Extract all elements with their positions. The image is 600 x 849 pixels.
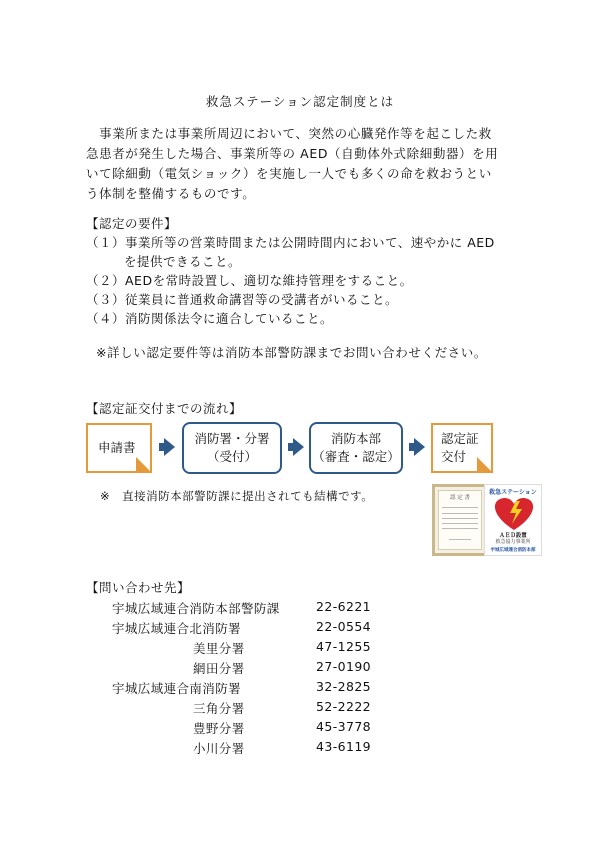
certificate-text-line	[442, 513, 478, 514]
rescue-station-badge-image	[484, 484, 542, 556]
page-fold-icon	[477, 457, 493, 473]
requirement-item-4: （４）消防関係法令に適合していること。	[86, 311, 334, 326]
certificate-title: 認 定 書	[450, 495, 470, 501]
contact-name: 豊野分署	[193, 721, 245, 736]
certificate-text-line	[442, 507, 478, 508]
intro-line: 事業所または事業所周辺において、突然の心臓発作等を起こした救	[86, 126, 492, 141]
contact-name: 宇城広域連合消防本部警防課	[112, 601, 280, 616]
flow-step-fire-station-line2: （受付）	[206, 449, 257, 464]
contacts-heading: 【問い合わせ先】	[86, 580, 191, 595]
contact-tel: 32-2825	[316, 679, 372, 694]
flow-step-headquarters-line1: 消防本部	[330, 431, 381, 446]
flow-step-headquarters	[309, 422, 403, 474]
contact-name: 宇城広域連合北消防署	[112, 621, 242, 636]
contact-name: 美里分署	[193, 641, 245, 656]
page-fold-icon	[136, 457, 152, 473]
contact-name: 宇城広域連合南消防署	[112, 681, 242, 696]
requirements-heading: 【認定の要件】	[86, 216, 178, 231]
flow-subnote: ※ 直接消防本部警防課に提出されても結構です。	[100, 489, 374, 503]
badge-title: 救急ステーション	[489, 489, 537, 496]
flow-step-certificate-line2: 交付	[441, 449, 467, 464]
arrow-right-icon	[293, 438, 304, 456]
flow-step-application-label: 申請書	[98, 440, 136, 455]
intro-line: 急患者が発生した場合、事業所等の AED（自動体外式除細動器）を用	[86, 146, 499, 161]
flow-step-fire-station	[182, 422, 282, 474]
page-title: 救急ステーション認定制度とは	[205, 94, 395, 109]
certificate-image	[432, 484, 488, 556]
contact-tel: 22-0554	[316, 619, 372, 634]
certificate-text-line	[442, 523, 478, 524]
contact-tel: 47-1255	[316, 639, 372, 654]
certificate-text-line	[442, 528, 478, 529]
contact-name: 小川分署	[193, 741, 245, 756]
arrow-right-icon	[164, 438, 175, 456]
requirement-item-1-cont: を提供できること。	[124, 254, 242, 269]
certificate-text-line	[449, 539, 471, 540]
inquiry-note: ※詳しい認定要件等は消防本部警防課までお問い合わせください。	[96, 345, 487, 360]
certificate-text-line	[442, 518, 478, 519]
contact-tel: 45-3778	[316, 719, 372, 734]
contact-name: 網田分署	[193, 661, 245, 676]
intro-line: う体制を整備するものです。	[86, 186, 256, 201]
contact-tel: 43-6119	[316, 739, 372, 754]
flow-heading: 【認定証交付までの流れ】	[86, 401, 243, 416]
flow-step-headquarters-line2: （審査・認定）	[312, 449, 400, 464]
intro-line: いて除細動（電気ショック）を実施し一人でも多くの命を救おうとい	[86, 166, 492, 181]
badge-sub-label: 救急協力事業所	[495, 539, 531, 545]
contact-tel: 52-2222	[316, 699, 372, 714]
requirement-item-3: （３）従業員に普通救命講習等の受講者がいること。	[86, 292, 399, 307]
requirement-item-1: （１）事業所等の営業時間または公開時間内において、速やかに AED	[86, 235, 495, 250]
requirement-item-2: （２）AEDを常時設置し、適切な維持管理をすること。	[86, 273, 413, 288]
badge-issuer: 宇城広域連合消防本部	[490, 548, 536, 553]
flow-step-certificate-line1: 認定証	[441, 431, 479, 446]
flow-step-fire-station-line1: 消防署・分署	[194, 431, 270, 446]
heart-icon	[485, 493, 543, 533]
contact-tel: 22-6221	[316, 599, 372, 614]
contact-tel: 27-0190	[316, 659, 372, 674]
intro-paragraph	[86, 124, 526, 204]
badge-aed-label: ＡＥＤ設置	[499, 533, 527, 539]
contact-name: 三角分署	[193, 701, 245, 716]
arrow-right-icon	[414, 438, 425, 456]
